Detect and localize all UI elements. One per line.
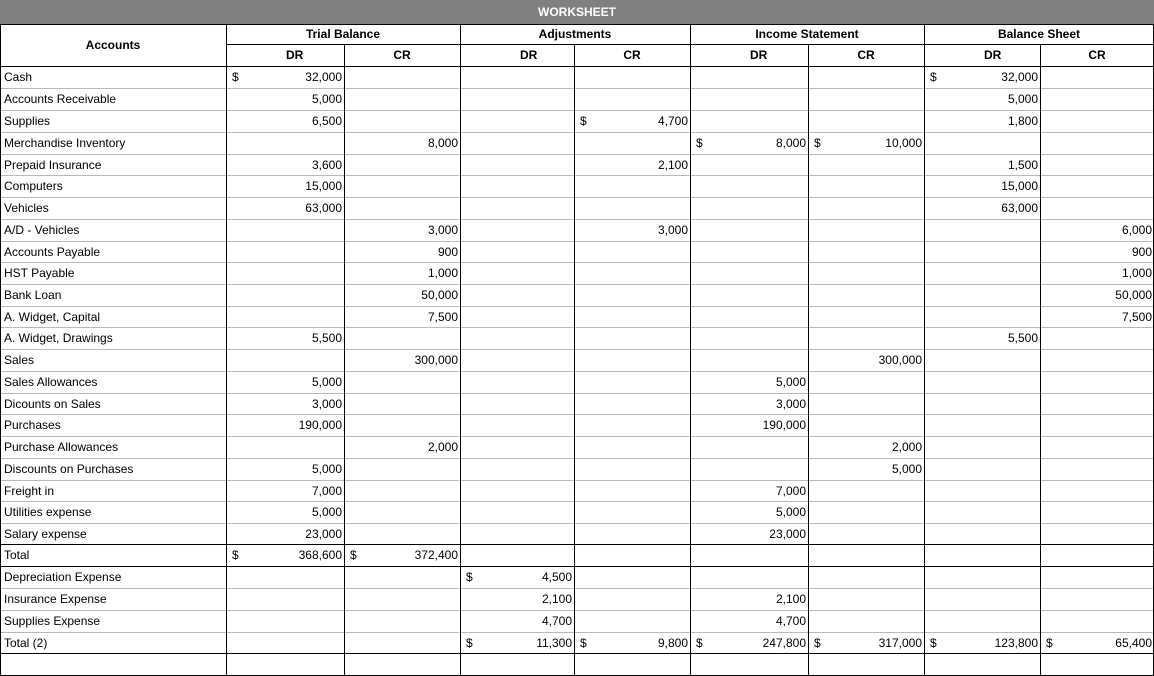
grid-line	[0, 197, 1154, 198]
amount-cell[interactable]: 9,800	[657, 635, 688, 650]
grid-line	[0, 632, 1154, 633]
amount-cell[interactable]: 190,000	[298, 418, 342, 432]
currency-symbol: $	[580, 114, 587, 128]
amount-cell[interactable]: 5,500	[311, 331, 342, 345]
amount-cell[interactable]: 300,000	[414, 353, 458, 367]
amount-cell[interactable]: 8,000	[427, 136, 458, 150]
amount-cell[interactable]: 7,500	[1121, 309, 1152, 324]
account-name[interactable]: Total (2)	[4, 635, 48, 650]
income-statement-header: Income Statement	[755, 27, 859, 41]
amount-cell[interactable]: 4,500	[541, 570, 572, 584]
grid-line	[808, 44, 809, 676]
account-name[interactable]: Dicounts on Sales	[4, 396, 101, 411]
dr-column-header[interactable]: DR	[750, 48, 768, 62]
amount-cell[interactable]: 10,000	[885, 136, 922, 150]
account-name[interactable]: A. Widget, Drawings	[4, 331, 113, 345]
account-name[interactable]: Accounts Receivable	[4, 92, 117, 106]
grid-line	[344, 44, 345, 676]
amount-cell[interactable]: 6,000	[1121, 223, 1152, 237]
grid-line	[0, 110, 1154, 111]
dr-column-header[interactable]: DR	[984, 48, 1002, 62]
account-name[interactable]: A/D - Vehicles	[4, 223, 80, 237]
account-name[interactable]: Sales	[4, 353, 35, 367]
amount-cell[interactable]: 3,000	[657, 223, 688, 237]
account-name[interactable]: HST Payable	[4, 266, 75, 280]
trial-balance-header: Trial Balance	[305, 27, 381, 41]
amount-cell[interactable]: 5,000	[775, 505, 806, 519]
currency-symbol: $	[232, 548, 239, 562]
accounts-header: Accounts	[85, 38, 141, 52]
amount-cell[interactable]: 2,000	[427, 440, 458, 454]
balance-sheet-header: Balance Sheet	[997, 27, 1081, 41]
amount-cell[interactable]: 5,000	[311, 462, 342, 476]
amount-cell[interactable]: 1,800	[1007, 114, 1038, 128]
currency-symbol: $	[466, 570, 473, 584]
currency-symbol: $	[466, 635, 473, 650]
grid-line	[0, 24, 1, 676]
currency-symbol: $	[1046, 635, 1053, 650]
amount-cell[interactable]: 65,400	[1115, 635, 1152, 650]
account-name[interactable]: Purchases	[4, 418, 61, 432]
amount-cell[interactable]: 3,000	[427, 223, 458, 237]
amount-cell[interactable]: 5,000	[891, 462, 922, 476]
cr-column-header[interactable]: CR	[623, 48, 641, 62]
currency-symbol: $	[232, 70, 239, 84]
account-name[interactable]: Purchase Allowances	[4, 440, 119, 454]
grid-line	[0, 175, 1154, 176]
grid-line	[0, 414, 1154, 415]
amount-cell[interactable]: 4,700	[775, 614, 806, 628]
amount-cell[interactable]: 4,700	[657, 114, 688, 128]
grid-line	[0, 132, 1154, 133]
amount-cell[interactable]: 23,000	[769, 526, 806, 541]
grid-line	[0, 327, 1154, 328]
currency-symbol: $	[814, 136, 821, 150]
amount-cell[interactable]: 7,500	[427, 309, 458, 324]
amount-cell[interactable]: 63,000	[1001, 201, 1038, 215]
grid-line	[0, 588, 1154, 589]
amount-cell[interactable]: 7,000	[775, 483, 806, 498]
account-name[interactable]: Vehicles	[4, 201, 49, 215]
title-bar	[0, 0, 1154, 24]
cr-column-header[interactable]: CR	[857, 48, 875, 62]
grid-line	[0, 566, 1154, 567]
cr-column-header[interactable]: CR	[1088, 48, 1106, 62]
account-name[interactable]: Freight in	[4, 483, 55, 498]
amount-cell[interactable]: 5,000	[311, 375, 342, 389]
account-name[interactable]: A. Widget, Capital	[4, 309, 101, 324]
amount-cell[interactable]: 123,800	[994, 635, 1038, 650]
dr-column-header[interactable]: DR	[286, 48, 304, 62]
amount-cell[interactable]: 372,400	[414, 548, 458, 562]
amount-cell[interactable]: 32,000	[305, 70, 342, 84]
account-name[interactable]: Merchandise Inventory	[4, 136, 126, 150]
worksheet-title: WORKSHEET	[538, 5, 616, 19]
adjustments-header: Adjustments	[538, 27, 612, 41]
amount-cell[interactable]: 3,000	[311, 396, 342, 411]
amount-cell[interactable]: 1,000	[427, 266, 458, 280]
grid-line	[0, 241, 1154, 242]
grid-line	[690, 24, 691, 676]
currency-symbol: $	[580, 635, 587, 650]
grid-line	[0, 653, 1154, 654]
account-name[interactable]	[0, 653, 226, 675]
currency-symbol: $	[930, 635, 937, 650]
account-name[interactable]: Salary expense	[4, 526, 87, 541]
grid-line	[0, 306, 1154, 307]
account-name[interactable]: Discounts on Purchases	[4, 462, 134, 476]
grid-line	[0, 393, 1154, 394]
grid-line	[0, 66, 1154, 67]
grid-line	[0, 523, 1154, 524]
account-name[interactable]: Computers	[4, 179, 63, 193]
grid-line	[0, 349, 1154, 350]
grid-line	[0, 436, 1154, 437]
grid-line	[0, 544, 1154, 545]
account-name[interactable]: Depreciation Expense	[4, 570, 122, 584]
amount-cell[interactable]: 4,700	[541, 614, 572, 628]
amount-cell[interactable]: 11,300	[536, 635, 572, 650]
amount-cell[interactable]: 32,000	[1001, 70, 1038, 84]
cr-column-header[interactable]: CR	[393, 48, 411, 62]
amount-cell[interactable]: 2,100	[657, 157, 688, 172]
account-name[interactable]: Sales Allowances	[4, 375, 98, 389]
amount-cell[interactable]: 190,000	[762, 418, 806, 432]
amount-cell[interactable]: 3,000	[775, 396, 806, 411]
amount-cell[interactable]: 23,000	[305, 526, 342, 541]
amount-cell[interactable]: 2,100	[541, 592, 572, 606]
grid-line	[0, 371, 1154, 372]
account-name[interactable]: Accounts Payable	[4, 244, 101, 259]
grid-line	[0, 88, 1154, 89]
amount-cell[interactable]: 6,500	[311, 114, 342, 128]
currency-symbol: $	[696, 635, 703, 650]
grid-line	[226, 44, 460, 45]
grid-line	[0, 24, 1154, 25]
amount-cell[interactable]: 7,000	[311, 483, 342, 498]
grid-line	[0, 219, 1154, 220]
amount-cell[interactable]: 2,000	[891, 440, 922, 454]
grid-line	[0, 501, 1154, 502]
grid-line	[0, 458, 1154, 459]
amount-cell[interactable]: 50,000	[1115, 288, 1152, 302]
grid-line	[924, 24, 925, 676]
amount-cell[interactable]: 1,000	[1121, 266, 1152, 280]
amount-cell[interactable]: 5,000	[311, 505, 342, 519]
amount-cell[interactable]: 15,000	[305, 179, 342, 193]
amount-cell[interactable]: 5,000	[311, 92, 342, 106]
amount-cell[interactable]: 63,000	[305, 201, 342, 215]
grid-line	[0, 154, 1154, 155]
account-name[interactable]: Bank Loan	[4, 288, 62, 302]
grid-line	[924, 44, 1154, 45]
grid-line	[0, 262, 1154, 263]
amount-cell[interactable]: 8,000	[775, 136, 806, 150]
grid-line	[1040, 44, 1041, 676]
currency-symbol: $	[814, 635, 821, 650]
grid-line	[690, 44, 924, 45]
account-name[interactable]: Supplies Expense	[4, 614, 101, 628]
currency-symbol: $	[350, 548, 357, 562]
grid-line	[0, 284, 1154, 285]
account-name[interactable]: Utilities expense	[4, 505, 92, 519]
amount-cell[interactable]: 5,000	[775, 375, 806, 389]
amount-cell[interactable]: 2,100	[775, 592, 806, 606]
amount-cell[interactable]: 247,800	[762, 635, 806, 650]
grid-line	[460, 44, 690, 45]
account-name[interactable]: Insurance Expense	[4, 592, 107, 606]
dr-column-header[interactable]: DR	[520, 48, 538, 62]
amount-cell[interactable]: 5,500	[1007, 331, 1038, 345]
account-name[interactable]: Total	[4, 548, 30, 562]
grid-line	[574, 44, 575, 676]
grid-line	[0, 480, 1154, 481]
account-name[interactable]: Cash	[4, 70, 33, 84]
amount-cell[interactable]: 900	[1131, 244, 1152, 259]
amount-cell[interactable]: 3,600	[311, 157, 342, 172]
grid-line	[0, 610, 1154, 611]
amount-cell[interactable]: 50,000	[421, 288, 458, 302]
account-name[interactable]: Prepaid Insurance	[4, 157, 102, 172]
currency-symbol: $	[930, 70, 937, 84]
amount-cell[interactable]: 1,500	[1007, 157, 1038, 172]
currency-symbol: $	[696, 136, 703, 150]
amount-cell[interactable]: 317,000	[878, 635, 922, 650]
amount-cell[interactable]: 368,600	[298, 548, 342, 562]
amount-cell[interactable]: 5,000	[1007, 92, 1038, 106]
account-name[interactable]: Supplies	[4, 114, 51, 128]
amount-cell[interactable]: 15,000	[1001, 179, 1038, 193]
amount-cell[interactable]: 300,000	[878, 353, 922, 367]
amount-cell[interactable]: 900	[437, 244, 458, 259]
grid-line	[460, 24, 461, 676]
grid-line	[226, 24, 227, 676]
